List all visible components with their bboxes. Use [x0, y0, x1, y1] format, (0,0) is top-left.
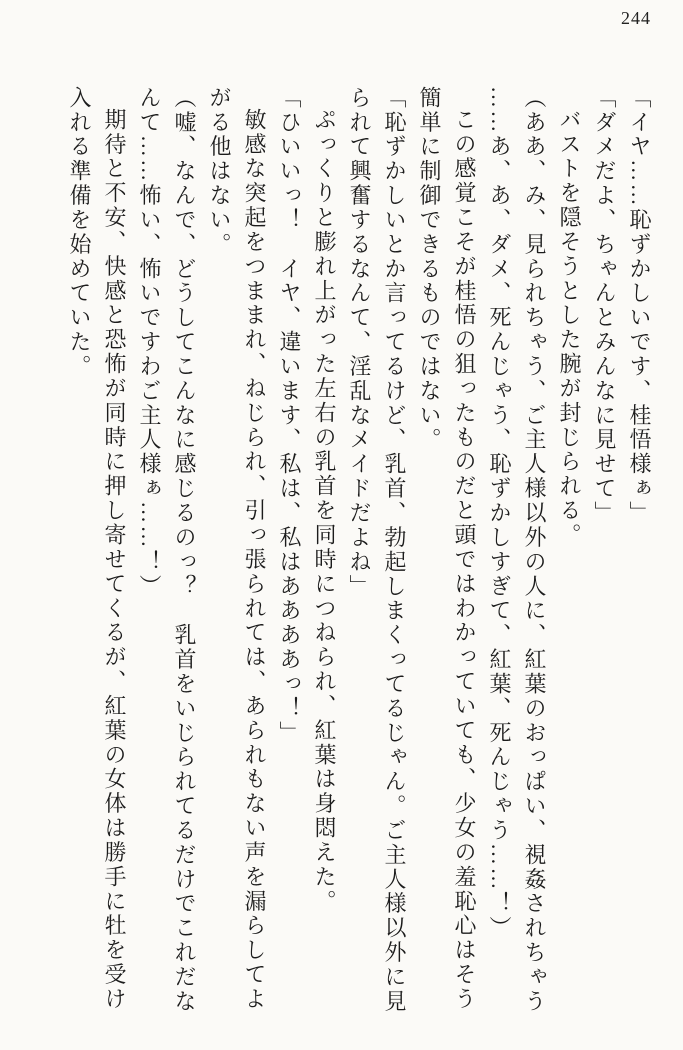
text-line: バストを隠そうとした腕が封じられる。 — [557, 108, 582, 548]
text-line: られて興奮するなんて、淫乱なメイドだよね」 — [347, 86, 372, 599]
text-line: 入れる準備を始めていた。 — [67, 86, 92, 380]
text-line: 「イヤ……恥ずかしいです、桂悟様ぁ」 — [627, 86, 652, 526]
text-line: がる他はない。 — [207, 86, 232, 257]
text-line: ぷっくりと膨れ上がった左右の乳首を同時につねられ、紅葉は身悶えた。 — [312, 108, 337, 914]
text-line: 「ダメだよ、ちゃんとみんなに見せて」 — [592, 86, 617, 526]
text-block — [62, 86, 657, 1022]
text-line: 敏感な突起をつままれ、ねじられ、引っ張られては、あられもない声を漏らしてよ — [242, 108, 267, 1012]
text-line: 「ひいいっ！ イヤ、違います、私は、私はああああっ！」 — [277, 86, 302, 746]
text-line: （ああ、み、見られちゃう、ご主人様以外の人に、紅葉のおっぱい、視姦されちゃう — [522, 86, 547, 1014]
text-line: んて……怖い、怖いですわご主人様ぁ……！） — [137, 86, 162, 599]
text-line: 期待と不安、快感と恐怖が同時に押し寄せてくるが、紅葉の女体は勝手に牡を受け — [102, 108, 127, 1012]
page-number: 244 — [621, 8, 651, 28]
text-line: ……あ、あ、ダメ、死んじゃう、恥ずかしすぎて、紅葉、死んじゃう……！） — [487, 86, 512, 941]
text-line: 「恥ずかしいとか言ってるけど、乳首、勃起しまくってるじゃん。ご主人様以外に見 — [382, 86, 407, 1014]
text-line: 簡単に制御できるものではない。 — [417, 86, 442, 453]
text-line: この感覚こそが桂悟の狙ったものだと頭ではわかっていても、少女の羞恥心はそう — [452, 108, 477, 1012]
text-line: （嘘、なんで、どうしてこんなに感じるのっ？ 乳首をいじられてるだけでこれだな — [172, 86, 197, 1014]
